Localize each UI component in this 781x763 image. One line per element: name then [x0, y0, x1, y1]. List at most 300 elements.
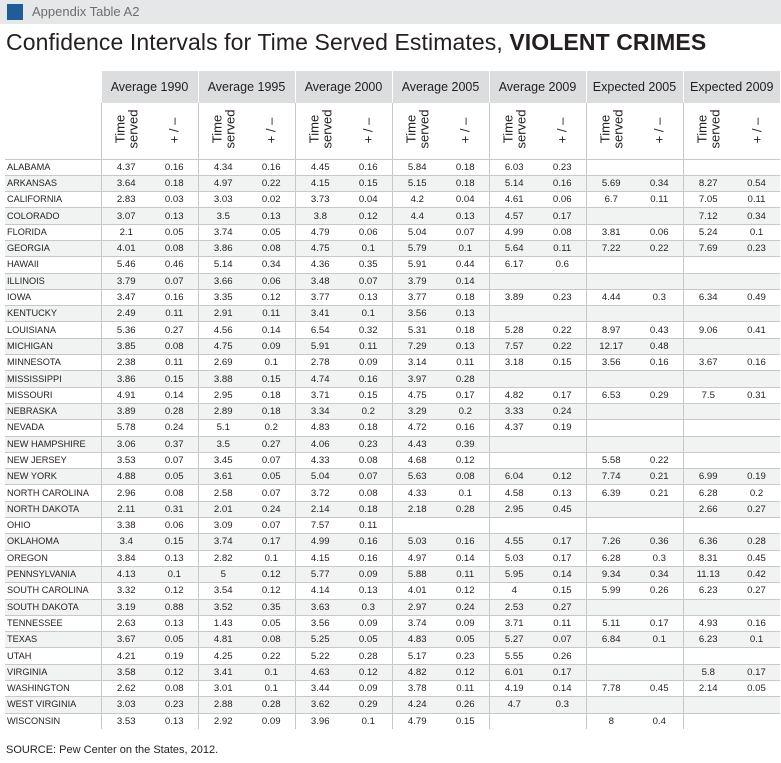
margin-cell — [636, 371, 683, 387]
table-row — [5, 518, 780, 534]
time-served-cell: 4.36 — [295, 257, 345, 273]
margin-cell: 0.07 — [539, 632, 586, 648]
margin-cell: 0.34 — [733, 208, 780, 224]
margin-cell: 0.22 — [539, 322, 586, 338]
time-served-cell: 3.58 — [101, 664, 151, 680]
state-cell: COLORADO — [5, 208, 101, 224]
time-served-cell: 4.82 — [392, 664, 442, 680]
margin-cell: 0.27 — [151, 322, 198, 338]
margin-cell: 0.16 — [248, 159, 295, 175]
time-served-cell: 9.34 — [586, 566, 636, 582]
time-served-cell — [683, 257, 733, 273]
time-served-cell: 3.66 — [198, 273, 248, 289]
time-served-cell: 3.01 — [198, 681, 248, 697]
time-served-cell — [586, 159, 636, 175]
margin-cell — [636, 697, 683, 713]
time-served-cell: 5.03 — [489, 550, 539, 566]
time-served-cell: 5.17 — [392, 648, 442, 664]
time-served-cell — [683, 518, 733, 534]
time-served-cell: 3.86 — [101, 371, 151, 387]
time-served-cell — [489, 273, 539, 289]
margin-cell — [636, 403, 683, 419]
plus-minus-label: + / – — [748, 117, 764, 144]
margin-cell: 0.16 — [442, 420, 489, 436]
margin-cell: 0.16 — [345, 550, 392, 566]
time-served-cell — [683, 338, 733, 354]
margin-cell: 0.4 — [636, 713, 683, 729]
time-served-cell: 5.24 — [683, 224, 733, 240]
margin-cell — [636, 420, 683, 436]
margin-cell: 0.05 — [442, 632, 489, 648]
time-served-cell: 4.24 — [392, 697, 442, 713]
margin-cell: 0.54 — [733, 175, 780, 191]
margin-cell: 0.06 — [248, 273, 295, 289]
time-served-cell: 8.31 — [683, 550, 733, 566]
time-served-line1: Time — [306, 115, 322, 144]
margin-cell — [733, 371, 780, 387]
time-served-cell: 5.69 — [586, 175, 636, 191]
margin-cell: 0.1 — [345, 713, 392, 729]
margin-cell: 0.1 — [345, 240, 392, 256]
time-served-cell: 7.69 — [683, 240, 733, 256]
margin-cell: 0.11 — [345, 518, 392, 534]
margin-cell: 0.09 — [345, 355, 392, 371]
table-row — [5, 403, 780, 419]
margin-cell: 0.13 — [151, 713, 198, 729]
margin-cell: 0.05 — [151, 469, 198, 485]
group-header: Expected 2005 — [586, 71, 683, 103]
time-served-cell: 3.72 — [295, 485, 345, 501]
margin-cell — [539, 436, 586, 452]
plus-minus-label: + / – — [651, 117, 667, 144]
margin-cell: 0.13 — [345, 583, 392, 599]
time-served-cell: 5.04 — [392, 224, 442, 240]
time-served-cell: 5.79 — [392, 240, 442, 256]
margin-cell: 0.08 — [539, 224, 586, 240]
margin-cell: 0.08 — [248, 240, 295, 256]
time-served-cell — [489, 518, 539, 534]
margin-cell: 0.05 — [248, 224, 295, 240]
state-cell: LOUISIANA — [5, 322, 101, 338]
time-served-cell: 4.7 — [489, 697, 539, 713]
margin-cell: 0.02 — [248, 192, 295, 208]
time-served-cell: 5 — [198, 566, 248, 582]
time-served-cell: 4.97 — [198, 175, 248, 191]
time-served-cell: 2.14 — [683, 681, 733, 697]
margin-cell: 0.21 — [636, 485, 683, 501]
time-served-line2: served — [610, 109, 626, 149]
margin-cell: 0.18 — [248, 387, 295, 403]
state-cell: PENNSYLVANIA — [5, 566, 101, 582]
time-served-cell: 4.33 — [392, 485, 442, 501]
margin-cell: 0.09 — [248, 713, 295, 729]
margin-cell: 0.04 — [345, 192, 392, 208]
time-served-cell — [489, 306, 539, 322]
time-served-cell: 4.01 — [101, 240, 151, 256]
state-cell: MICHIGAN — [5, 338, 101, 354]
time-served-cell: 4.06 — [295, 436, 345, 452]
time-served-cell: 7.57 — [489, 338, 539, 354]
margin-cell — [636, 208, 683, 224]
time-served-cell: 3.45 — [198, 452, 248, 468]
table-row — [5, 175, 780, 191]
margin-cell — [539, 452, 586, 468]
margin-cell: 0.15 — [539, 583, 586, 599]
time-served-header — [392, 103, 442, 159]
margin-cell: 0.45 — [636, 681, 683, 697]
time-served-line1: Time — [694, 115, 710, 144]
time-served-cell: 4.57 — [489, 208, 539, 224]
margin-cell: 0.35 — [248, 599, 295, 615]
time-served-cell: 6.03 — [489, 159, 539, 175]
time-served-cell: 4.25 — [198, 648, 248, 664]
table-row — [5, 681, 780, 697]
time-served-cell: 2.14 — [295, 501, 345, 517]
time-served-cell: 4.56 — [198, 322, 248, 338]
state-cell: UTAH — [5, 648, 101, 664]
table-row — [5, 697, 780, 713]
state-cell: NEBRASKA — [5, 403, 101, 419]
time-served-cell: 5.88 — [392, 566, 442, 582]
margin-cell — [636, 159, 683, 175]
group-header-row — [5, 71, 780, 103]
table-row — [5, 371, 780, 387]
state-cell: GEORGIA — [5, 240, 101, 256]
time-served-cell: 3.47 — [101, 289, 151, 305]
margin-cell — [733, 257, 780, 273]
margin-cell — [733, 452, 780, 468]
time-served-cell: 12.17 — [586, 338, 636, 354]
margin-cell: 0.18 — [345, 420, 392, 436]
state-cell: CALIFORNIA — [5, 192, 101, 208]
margin-cell: 0.24 — [442, 599, 489, 615]
table-row — [5, 240, 780, 256]
state-cell: MINNESOTA — [5, 355, 101, 371]
table-row — [5, 632, 780, 648]
time-served-cell: 4.81 — [198, 632, 248, 648]
state-cell: WEST VIRGINIA — [5, 697, 101, 713]
table-row — [5, 469, 780, 485]
margin-cell: 0.28 — [442, 371, 489, 387]
time-served-cell: 4.55 — [489, 534, 539, 550]
plus-minus-header — [442, 103, 489, 159]
state-cell: WISCONSIN — [5, 713, 101, 729]
time-served-cell: 7.78 — [586, 681, 636, 697]
margin-cell: 0.23 — [733, 240, 780, 256]
margin-cell: 0.08 — [345, 452, 392, 468]
time-served-cell: 3.71 — [489, 615, 539, 631]
time-served-cell: 3.35 — [198, 289, 248, 305]
state-cell: OHIO — [5, 518, 101, 534]
time-served-cell: 6.28 — [586, 550, 636, 566]
state-cell: NORTH CAROLINA — [5, 485, 101, 501]
state-cell: VIRGINIA — [5, 664, 101, 680]
time-served-cell: 3.5 — [198, 436, 248, 452]
time-served-line2: served — [513, 109, 529, 149]
time-served-cell — [586, 420, 636, 436]
time-served-header — [489, 103, 539, 159]
time-served-cell: 3.84 — [101, 550, 151, 566]
time-served-cell: 5.55 — [489, 648, 539, 664]
time-served-cell — [683, 713, 733, 729]
time-served-cell: 7.12 — [683, 208, 733, 224]
time-served-cell: 3.41 — [295, 306, 345, 322]
margin-cell: 0.06 — [345, 224, 392, 240]
margin-cell: 0.15 — [539, 355, 586, 371]
margin-cell: 0.18 — [442, 159, 489, 175]
margin-cell: 0.24 — [248, 501, 295, 517]
margin-cell — [636, 257, 683, 273]
time-served-cell: 3.97 — [392, 371, 442, 387]
margin-cell: 0.15 — [151, 534, 198, 550]
table-row — [5, 289, 780, 305]
margin-cell: 0.18 — [345, 501, 392, 517]
time-served-cell: 5.91 — [295, 338, 345, 354]
time-served-cell: 3.54 — [198, 583, 248, 599]
margin-cell: 0.24 — [151, 420, 198, 436]
margin-cell — [733, 273, 780, 289]
time-served-cell: 5.11 — [586, 615, 636, 631]
margin-cell: 0.12 — [151, 664, 198, 680]
margin-cell: 0.07 — [345, 469, 392, 485]
margin-cell: 0.16 — [636, 355, 683, 371]
margin-cell: 0.18 — [442, 289, 489, 305]
page-title — [6, 29, 706, 56]
margin-cell — [733, 648, 780, 664]
time-served-cell: 2.66 — [683, 501, 733, 517]
margin-cell: 0.15 — [442, 713, 489, 729]
time-served-cell: 3.4 — [101, 534, 151, 550]
time-served-cell: 6.17 — [489, 257, 539, 273]
plus-minus-label: + / – — [554, 117, 570, 144]
margin-cell: 0.1 — [442, 240, 489, 256]
margin-cell: 0.11 — [539, 615, 586, 631]
margin-cell: 0.28 — [733, 534, 780, 550]
margin-cell: 0.12 — [151, 583, 198, 599]
state-cell: OREGON — [5, 550, 101, 566]
time-served-cell — [586, 664, 636, 680]
margin-cell — [733, 403, 780, 419]
margin-cell: 0.23 — [345, 436, 392, 452]
margin-cell: 0.06 — [636, 224, 683, 240]
time-served-cell: 6.23 — [683, 632, 733, 648]
time-served-cell: 3.77 — [392, 289, 442, 305]
time-served-cell: 2.1 — [101, 224, 151, 240]
time-served-cell: 2.96 — [101, 485, 151, 501]
time-served-cell: 4.75 — [198, 338, 248, 354]
margin-cell: 0.13 — [345, 289, 392, 305]
margin-cell — [636, 436, 683, 452]
time-served-cell: 8.97 — [586, 322, 636, 338]
state-cell: KENTUCKY — [5, 306, 101, 322]
time-served-cell: 3.5 — [198, 208, 248, 224]
time-served-cell: 4.58 — [489, 485, 539, 501]
time-served-cell: 5.64 — [489, 240, 539, 256]
margin-cell: 0.15 — [345, 175, 392, 191]
margin-cell: 0.16 — [733, 355, 780, 371]
time-served-cell: 4.13 — [101, 566, 151, 582]
time-served-cell: 4.37 — [489, 420, 539, 436]
table-row — [5, 648, 780, 664]
time-served-cell: 3.8 — [295, 208, 345, 224]
margin-cell: 0.17 — [539, 208, 586, 224]
header-blank — [5, 71, 101, 103]
margin-cell: 0.17 — [539, 387, 586, 403]
margin-cell — [636, 599, 683, 615]
margin-cell: 0.14 — [539, 681, 586, 697]
table-row — [5, 599, 780, 615]
time-served-cell: 2.38 — [101, 355, 151, 371]
margin-cell — [539, 518, 586, 534]
margin-cell: 0.28 — [345, 648, 392, 664]
margin-cell: 0.08 — [151, 240, 198, 256]
time-served-cell: 3.89 — [101, 403, 151, 419]
margin-cell: 0.22 — [539, 338, 586, 354]
time-served-cell: 5.58 — [586, 452, 636, 468]
time-served-header — [683, 103, 733, 159]
margin-cell: 0.44 — [442, 257, 489, 273]
time-served-cell: 4.75 — [392, 387, 442, 403]
margin-cell: 0.12 — [248, 566, 295, 582]
margin-cell: 0.12 — [345, 208, 392, 224]
time-served-cell — [489, 713, 539, 729]
margin-cell: 0.14 — [442, 273, 489, 289]
margin-cell: 0.07 — [248, 518, 295, 534]
time-served-cell: 3.85 — [101, 338, 151, 354]
time-served-cell: 5.78 — [101, 420, 151, 436]
time-served-cell: 3.53 — [101, 452, 151, 468]
margin-cell — [636, 273, 683, 289]
time-served-cell — [683, 452, 733, 468]
margin-cell: 0.28 — [248, 697, 295, 713]
time-served-label — [307, 110, 333, 149]
margin-cell: 0.23 — [539, 159, 586, 175]
margin-cell: 0.42 — [733, 566, 780, 582]
margin-cell: 0.34 — [636, 566, 683, 582]
time-served-cell: 4.88 — [101, 469, 151, 485]
margin-cell: 0.05 — [345, 632, 392, 648]
margin-cell: 0.12 — [248, 289, 295, 305]
time-served-cell: 2.11 — [101, 501, 151, 517]
table-row — [5, 485, 780, 501]
time-served-cell: 3.44 — [295, 681, 345, 697]
time-served-cell: 3.74 — [198, 534, 248, 550]
margin-cell: 0.26 — [442, 697, 489, 713]
time-served-cell: 7.05 — [683, 192, 733, 208]
margin-cell: 0.16 — [345, 371, 392, 387]
table-row — [5, 534, 780, 550]
time-served-cell: 3.88 — [198, 371, 248, 387]
margin-cell — [539, 371, 586, 387]
time-served-cell: 3.61 — [198, 469, 248, 485]
margin-cell: 0.22 — [248, 175, 295, 191]
time-served-cell: 3.07 — [101, 208, 151, 224]
margin-cell: 0.09 — [248, 338, 295, 354]
table-row — [5, 338, 780, 354]
margin-cell: 0.15 — [345, 387, 392, 403]
margin-cell: 0.27 — [248, 436, 295, 452]
time-served-cell: 7.5 — [683, 387, 733, 403]
time-served-cell: 5.8 — [683, 664, 733, 680]
table-row — [5, 501, 780, 517]
margin-cell: 0.13 — [151, 208, 198, 224]
plus-minus-label: + / – — [166, 117, 182, 144]
sub-header-row — [5, 103, 780, 159]
time-served-cell — [683, 306, 733, 322]
time-served-cell: 3.71 — [295, 387, 345, 403]
margin-cell — [733, 436, 780, 452]
time-served-cell: 3.74 — [392, 615, 442, 631]
margin-cell: 0.07 — [248, 485, 295, 501]
margin-cell: 0.29 — [636, 387, 683, 403]
margin-cell: 0.04 — [442, 192, 489, 208]
margin-cell: 0.34 — [636, 175, 683, 191]
time-served-line2: served — [125, 109, 141, 149]
time-served-cell: 3.96 — [295, 713, 345, 729]
margin-cell: 0.26 — [539, 648, 586, 664]
margin-cell: 0.05 — [248, 615, 295, 631]
margin-cell: 0.13 — [442, 208, 489, 224]
margin-cell: 0.13 — [442, 306, 489, 322]
time-served-cell: 3.29 — [392, 403, 442, 419]
time-served-cell: 3.09 — [198, 518, 248, 534]
time-served-label — [501, 110, 527, 149]
margin-cell — [442, 518, 489, 534]
margin-cell: 0.18 — [442, 175, 489, 191]
time-served-cell: 3.18 — [489, 355, 539, 371]
margin-cell — [733, 599, 780, 615]
time-served-cell: 4 — [489, 583, 539, 599]
time-served-cell: 6.84 — [586, 632, 636, 648]
state-cell: TENNESSEE — [5, 615, 101, 631]
time-served-cell: 2.78 — [295, 355, 345, 371]
time-served-cell — [489, 452, 539, 468]
time-served-cell: 2.01 — [198, 501, 248, 517]
time-served-cell: 2.82 — [198, 550, 248, 566]
time-served-cell — [586, 306, 636, 322]
time-served-cell — [586, 257, 636, 273]
time-served-cell — [392, 518, 442, 534]
time-served-cell: 5.77 — [295, 566, 345, 582]
margin-cell — [636, 648, 683, 664]
margin-cell: 0.18 — [151, 175, 198, 191]
time-served-cell: 4.44 — [586, 289, 636, 305]
time-served-cell: 4.45 — [295, 159, 345, 175]
time-served-cell — [489, 436, 539, 452]
margin-cell: 0.07 — [151, 452, 198, 468]
margin-cell: 0.11 — [345, 338, 392, 354]
time-served-label — [210, 110, 236, 149]
time-served-cell: 5.04 — [295, 469, 345, 485]
time-served-cell: 4.01 — [392, 583, 442, 599]
margin-cell — [733, 697, 780, 713]
time-served-cell: 4.82 — [489, 387, 539, 403]
margin-cell: 0.13 — [248, 208, 295, 224]
time-served-cell: 2.89 — [198, 403, 248, 419]
time-served-cell: 6.7 — [586, 192, 636, 208]
table-row — [5, 322, 780, 338]
time-served-cell: 5.15 — [392, 175, 442, 191]
time-served-cell: 3.06 — [101, 436, 151, 452]
margin-cell: 0.17 — [539, 550, 586, 566]
margin-cell: 0.12 — [539, 469, 586, 485]
state-cell: TEXAS — [5, 632, 101, 648]
time-served-line1: Time — [209, 115, 225, 144]
time-served-label — [113, 110, 139, 149]
margin-cell: 0.08 — [248, 632, 295, 648]
margin-cell: 0.12 — [442, 583, 489, 599]
margin-cell: 0.06 — [539, 192, 586, 208]
